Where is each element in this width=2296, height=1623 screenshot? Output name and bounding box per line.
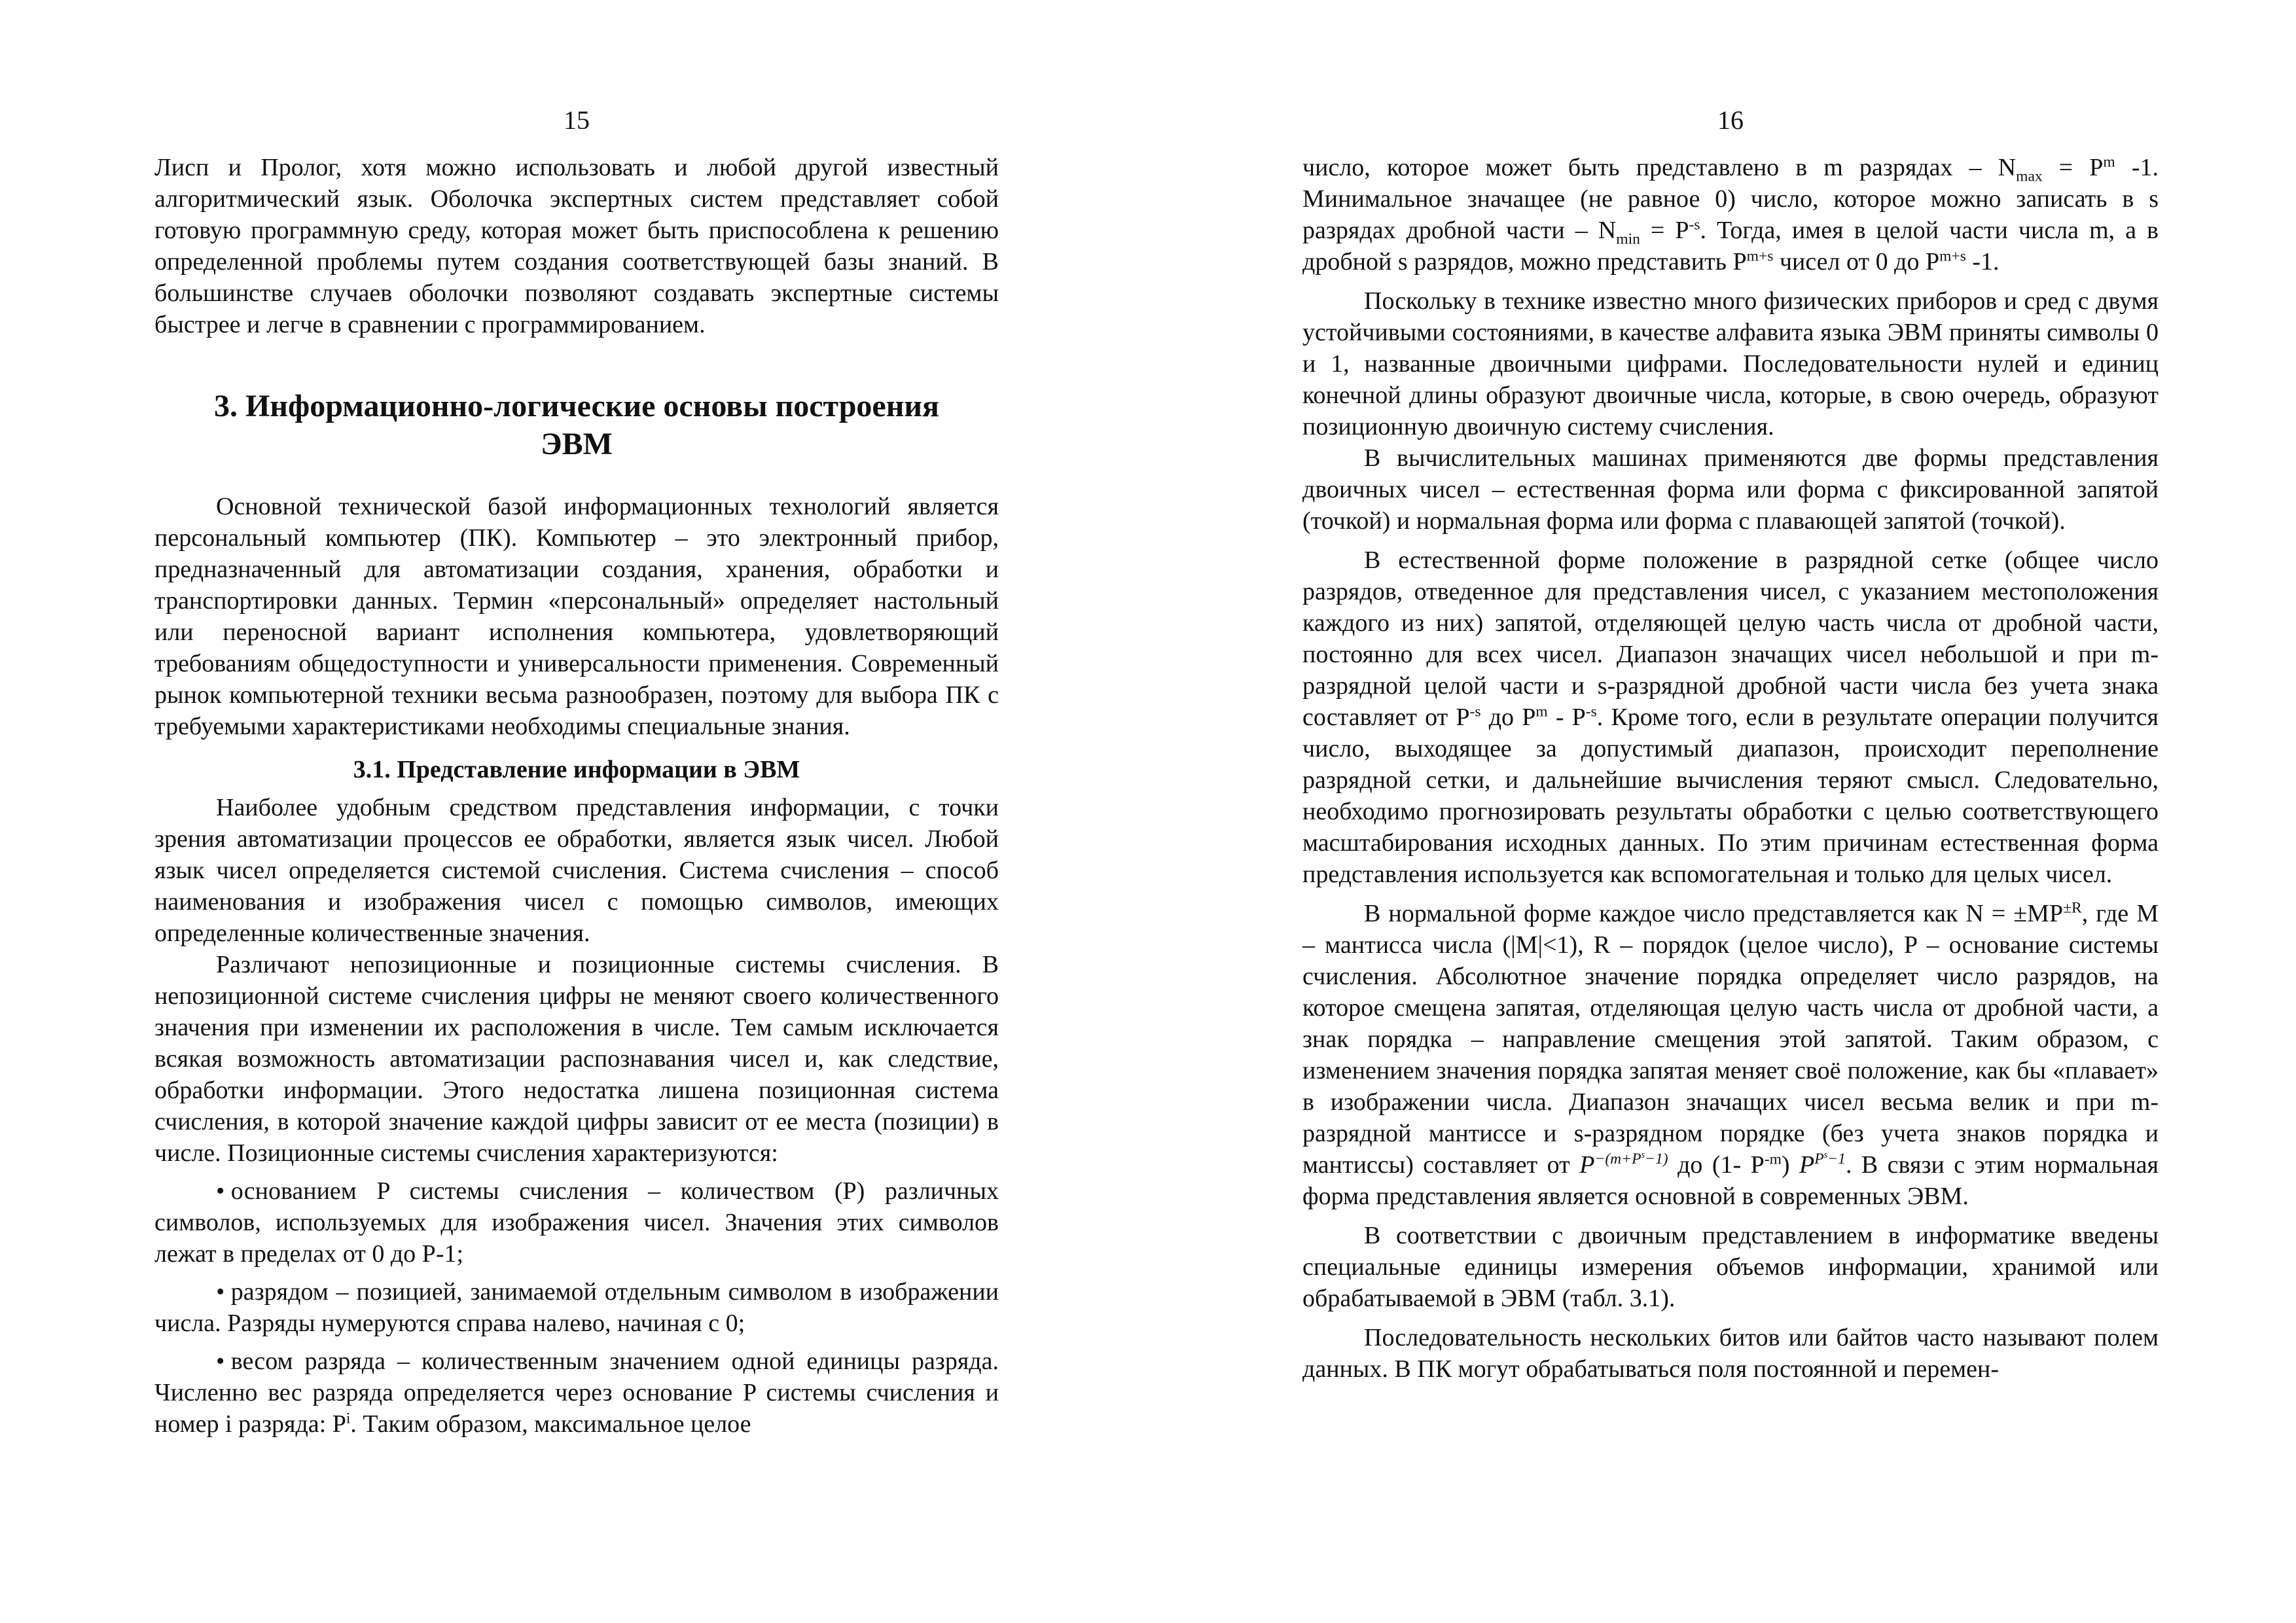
text: = P — [1640, 217, 1689, 244]
bullet-item-base — [154, 1175, 999, 1270]
text: до P — [1480, 704, 1536, 731]
paragraph-units: В соответствии с двоичным представлением в информатике введены специальные единицы измерения объемов информации, хранимой или обрабатываемой в ЭВМ (табл. 3.1). — [1302, 1222, 2159, 1312]
text: . Тогда, имея в целой части числа m, а в дробной s разрядов, можно представить P — [1302, 217, 2159, 276]
bullet-text: весом разряда – количественным значением одной единицы разряда. Численно вес разряда определяется через основание P системы счисления и номер i разряда: P — [154, 1347, 999, 1438]
left-page — [154, 0, 999, 1623]
chapter-paragraph: Основной технической базой информационных технологий является персональный компьютер (ПК). Компьютер – это электронный прибор, предназначенный для автоматизации создания, хранения, обработки и транспортировки данных. Термин «персональный» определяет настольный или переносной вариант исполнения компьютера, удовлетворяющий требованиям общедоступности и универсальности применения. Современный рынок компьютерной техники весьма разнообразен, поэтому для выбора ПК с требуемыми характеристиками необходимы специальные знания. — [154, 493, 999, 740]
superscript: -s — [1689, 216, 1700, 234]
formula-exponent-sup: s — [1641, 1150, 1645, 1161]
formula-exponent: P — [1814, 1150, 1824, 1168]
text: -1. Минимальное значащее (не равное 0) число, которое можно записать в s разрядах дробной части – N — [1302, 154, 2159, 244]
formula-lower-bound — [1579, 1151, 1668, 1179]
formula-exponent-tail: −1 — [1827, 1150, 1846, 1168]
bullet-text: основанием P системы счисления – количеством (P) различных символов, используемых для изображения чисел. Значения этих символов лежат в пределах от 0 до P-1; — [154, 1177, 999, 1268]
paragraph-data-fields: Последовательность нескольких битов или байтов часто называют полем данных. В ПК могут обрабатываться поля постоянной и перемен- — [1302, 1324, 2159, 1383]
text: = P — [2042, 154, 2104, 181]
chapter-title-line2: ЭВМ — [541, 427, 613, 461]
bullet-item-weight — [154, 1346, 999, 1440]
page-number-left: 15 — [564, 105, 590, 135]
superscript: -s — [1469, 703, 1481, 721]
text: - P — [1547, 704, 1586, 731]
chapter-title — [154, 387, 999, 463]
formula-base: P — [1799, 1151, 1815, 1179]
chapter-title-line1: 3. Информационно-логические основы построения — [214, 389, 939, 423]
formula-upper-bound — [1799, 1151, 1846, 1179]
superscript: m+s — [1939, 247, 1966, 265]
formula-base: P — [1579, 1151, 1595, 1179]
text: до (1- P — [1668, 1151, 1765, 1179]
subscript: min — [1616, 230, 1640, 248]
text: . В связи с этим нормальная форма представления является основной в современных ЭВМ. — [1302, 1151, 2159, 1210]
paragraph-normal-form — [1302, 898, 2159, 1212]
bullet-icon: • — [216, 1177, 225, 1205]
subscript: max — [2016, 168, 2043, 185]
right-page — [1302, 0, 2159, 1623]
paragraph-binary-digits: Поскольку в технике известно много физических приборов и сред с двумя устойчивыми состояниями, в качестве алфавита языка ЭВМ приняты символы 0 и 1, названные двоичными цифрами. Последовательности нулей и единиц конечной длины образуют двоичные числа, которые, в свою очередь, образуют позиционную двоичную систему счисления. — [1302, 287, 2159, 440]
section-title: 3.1. Представление информации в ЭВМ — [353, 756, 800, 783]
superscript: m — [1535, 703, 1548, 721]
page-number-right: 16 — [1717, 105, 1744, 135]
superscript: -s — [1585, 703, 1597, 721]
superscript: -m — [1764, 1150, 1782, 1168]
bullet-icon: • — [216, 1278, 225, 1306]
paragraph-natural-form — [1302, 544, 2159, 890]
intro-paragraph: Лисп и Пролог, хотя можно использовать и любой другой известный алгоритмический язык. Оболочка экспертных систем представляет собой готовую программную среду, которая может быть приспособлена к решению определенной проблемы путем создания соответствующей базы знаний. В большинстве случаев оболочки позволяют создавать экспертные системы быстрее и легче в сравнении с программированием. — [154, 154, 999, 338]
paragraph-number-forms: В вычислительных машинах применяются две формы представления двоичных чисел – естественная форма или форма с фиксированной запятой (точкой) и нормальная форма или форма с плавающей запятой (точкой). — [1302, 444, 2159, 535]
text: . Кроме того, если в результате операции получится число, выходящее за допустимый диапазон, происходит переполнение разрядной сетки, и дальнейшие вычисления теряют смысл. Следовательно, необходимо прогнозировать результаты обработки с целью соответствующего масштабирования исходных данных. По этим причинам естественная форма представления используется как вспомогательная и только для целых чисел. — [1302, 704, 2159, 888]
text: ) — [1781, 1151, 1799, 1179]
superscript: i — [346, 1410, 351, 1427]
text: , где M – мантисса числа (|M|<1), R – порядок (целое число), P – основание системы счисления. Абсолютное значение порядка определяет число разрядов, на которое смещена запятая, отделяющая целую часть числа от дробной части, а знак порядка – направление смещения этой запятой. Таким образом, с изменением значения порядка запятая меняет своё положение, как бы «плавает» в изображении числа. Диапазон значащих чисел весьма велик и при m-разрядной мантиссе и s-разрядном порядке (без учета знаков порядка и мантиссы) составляет от — [1302, 900, 2159, 1179]
bullet-text-tail: . Таким образом, максимальное целое — [350, 1410, 751, 1438]
text: -1. — [1965, 248, 2000, 276]
superscript: m+s — [1746, 247, 1774, 265]
superscript: m — [2103, 153, 2115, 171]
bullet-icon: • — [216, 1347, 225, 1375]
paragraph-number-range — [1302, 152, 2159, 277]
text: число, которое может быть представлено в m разрядах – N — [1302, 154, 2017, 181]
bullet-item-digit — [154, 1276, 999, 1339]
section-paragraph-1: Наиболее удобным средством представления информации, с точки зрения автоматизации процессов ее обработки, является язык чисел. Любой язык чисел определяется системой счисления. Система счисления – способ наименования и изображения чисел с помощью символов, имеющих определенные количественные значения. — [154, 794, 999, 947]
formula-exponent-sup: s — [1823, 1150, 1828, 1161]
formula-exponent-tail: −1) — [1645, 1150, 1668, 1168]
formula-exponent: −(m+P — [1594, 1150, 1641, 1168]
bullet-text: разрядом – позицией, занимаемой отдельным символом в изображении числа. Разряды нумеруются справа налево, начиная с 0; — [154, 1278, 999, 1337]
section-paragraph-2: Различают непозиционные и позиционные системы счисления. В непозиционной системе счисления цифры не меняют своего количественного значения при изменении их расположения в числе. Тем самым исключается всякая возможность автоматизации распознавания чисел и, как следствие, обработки информации. Этого недостатка лишена позиционная система счисления, в которой значение каждой цифры зависит от ее места (позиции) в числе. Позиционные системы счисления характеризуются: — [154, 951, 999, 1167]
text: В нормальной форме каждое число представляется как N = ±MP — [1364, 900, 2064, 927]
text: В естественной форме положение в разрядной сетке (общее число разрядов, отведенное для представления чисел, с указанием местоположения каждого из них) запятой, отделяющей целую часть числа от дробной части, постоянно для всех чисел. Диапазон значащих чисел небольшой и при m-разрядной целой части и s-разрядной дробной части числа без учета знака составляет от P — [1302, 546, 2159, 731]
superscript: ±R — [2063, 899, 2082, 917]
text: чисел от 0 до P — [1773, 248, 1940, 276]
left-page-content — [154, 152, 999, 1440]
right-page-content — [1302, 152, 2159, 1385]
